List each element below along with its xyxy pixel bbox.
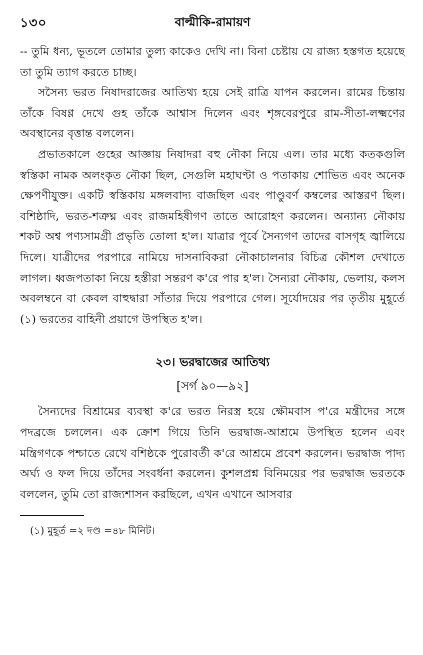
running-title: বাল্মীকি-রামায়ণ xyxy=(174,15,251,29)
body-text-bottom xyxy=(20,402,405,505)
paragraph: সসৈন্য ভরত নিষাদরাজের আতিথ্য হয়ে সেই রাত্রি যাপন করলেন। রামের চিন্তায় তাঁকে বিষণ্ণ দেখে গুহ তাঁকে আশ্বাস দিলেন এবং শৃঙ্গবেরপুরে রাম-সীতা-লক্ষ্মণের অবস্থানের বৃত্তান্ত বললেন। xyxy=(20,86,405,141)
paragraph: প্রভাতকালে গুহের আজ্ঞায় নিষাদরা বহু নৌকা নিয়ে এল। তার মধ্যে কতকগুলি স্বস্তিকা নামক অলংকৃত নৌকা ছিল, সেগুলি মহাঘণ্টা ও পতাকায় শোভিত এবং অনেক ক্ষেপণীযুক্ত। একটি স্বস্তিকায় মঙ্গলবাদ্য বাজছিল এবং পাণ্ডুবর্ণ কম্বলের আস্তরণ ছিল। বশিষ্ঠাদি, ভরত-শত্রুঘ্ন এবং রাজমহিষীগণ তাতে আরোহণ করলেন। অন্যান্য নৌকায় শকট অশ্ব পণ্যসামগ্রী প্রভৃতি তোলা হ'ল। যাত্রার পূর্বে সৈন্যগণ তাদের বাসগৃহ জ্বালিয়ে দিলে। যাত্রীদের পরপারে নামিয়ে দাসনাবিকরা নৌকাচালনার বিচিত্র কৌশল দেখাতে লাগল। ধ্বজপতাকা নিয়ে হস্তীরা সন্তরণ ক'রে পার হ'ল। সৈন্যরা নৌকায়, ভেলায়, কলস অবলম্বনে বা কেবল বাহুদ্বারা সাঁতার দিয়ে পরপারে গেল। সূর্যোদয়ের পর তৃতীয় মুহূর্তে (১) ভরতের বাহিনী প্রয়াগে উপস্থিত হ'ল। xyxy=(20,147,405,326)
page-header xyxy=(20,14,405,36)
footnote: (১) মুহূর্ত =২ দণ্ড =৪৮ মিনিট। xyxy=(30,526,155,538)
page-number: ১৩০ xyxy=(20,16,47,31)
paragraph: সৈন্যদের বিশ্রামের ব্যবস্থা ক'রে ভরত নিরস্ত্র হয়ে ক্ষৌমবাস প'রে মন্ত্রীদের সঙ্গে পদব্রজে চললেন। এক ক্রোশ গিয়ে তিনি ভরদ্বাজ-আশ্রমে উপস্থিত হলেন এবং মন্ত্রিগণকে পশ্চাতে রেখে বশিষ্ঠকে পুরোবর্তী ক'রে আশ্রমে প্রবেশ করলেন। ভরদ্বাজ পাদ্য অর্ঘ্য ও ফল দিয়ে তাঁদের সংবর্ধনা করলেন। কুশলপ্রশ্ন বিনিময়ের পর ভরদ্বাজ ভরতকে বললেন, তুমি তো রাজ্যশাসন করছিলে, এখন এখানে আসবার xyxy=(20,405,405,501)
body-text-top xyxy=(20,42,405,330)
paragraph: -- তুমি ধন্য, ভূতলে তোমার তুল্য কাকেও দেখি না। বিনা চেষ্টায় যে রাজ্য হস্তগত হয়েছে তা তুমি ত্যাগ করতে চাচ্ছ। xyxy=(20,45,405,79)
chapter-heading: ২৩। ভরদ্বাজের আতিথ্য xyxy=(155,355,270,370)
footnote-divider xyxy=(20,515,84,516)
chapter-sarga-range: [সর্গ ৯০—৯২] xyxy=(176,379,249,394)
